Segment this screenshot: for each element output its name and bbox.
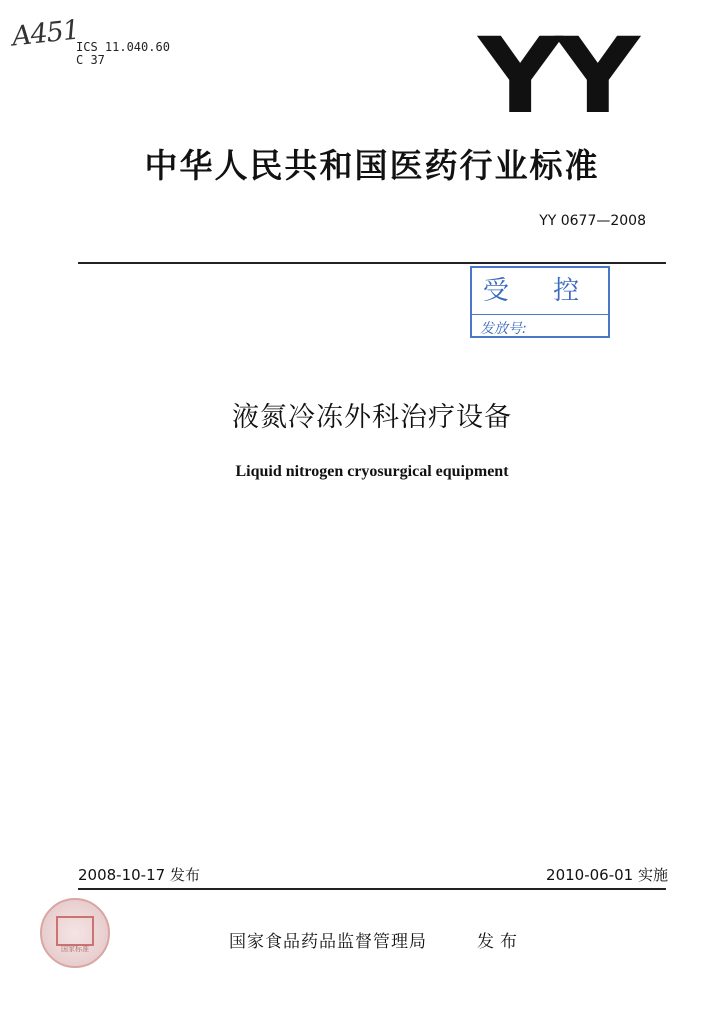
controlled-copy-stamp xyxy=(470,266,610,338)
ccs-code: C 37 xyxy=(76,53,105,67)
handwritten-code: A451 xyxy=(10,14,81,53)
seal-emblem-icon xyxy=(56,916,94,946)
issue-date: 2008-10-17 发布 xyxy=(78,866,200,884)
top-divider xyxy=(78,262,666,264)
bottom-divider xyxy=(78,888,666,890)
official-seal-icon xyxy=(40,898,110,968)
stamp-issue-number-label: 发放号: xyxy=(480,321,527,337)
standard-number: YY 0677—2008 xyxy=(539,213,646,229)
standard-title: 中华人民共和国医药行业标准 xyxy=(144,146,600,185)
seal-text: 国家标准 xyxy=(61,945,89,953)
yy-logo: YY xyxy=(478,15,634,137)
release-label: 发布 xyxy=(477,932,523,952)
issuing-authority: 国家食品药品监督管理局 xyxy=(229,932,427,952)
effective-date: 2010-06-01 实施 xyxy=(546,866,668,884)
document-title-chinese: 液氮冷冻外科治疗设备 xyxy=(232,402,512,433)
stamp-status: 受 控 xyxy=(472,268,608,315)
document-title-english: Liquid nitrogen cryosurgical equipment xyxy=(235,463,509,480)
ics-code: ICS 11.040.60 xyxy=(76,40,170,54)
